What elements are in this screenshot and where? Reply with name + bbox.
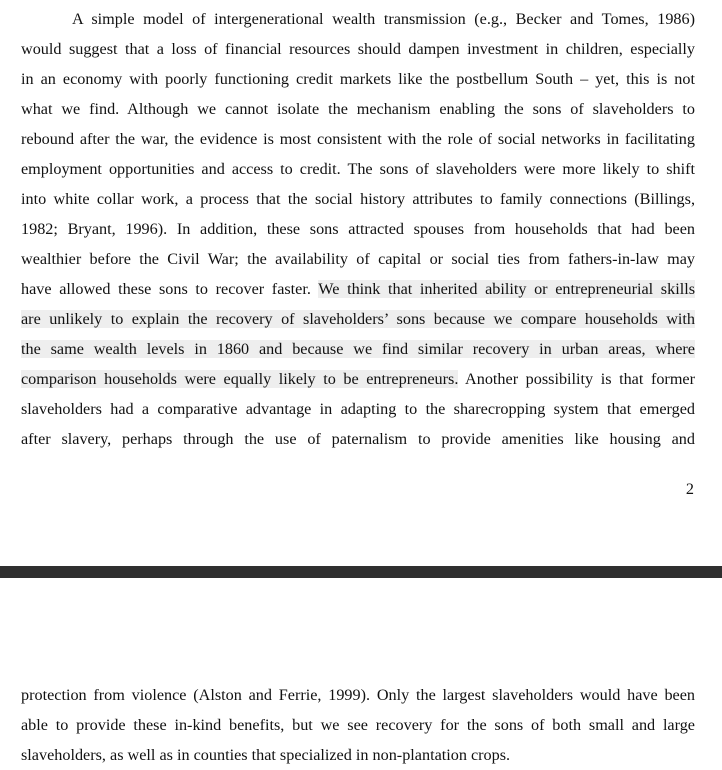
text-line	[21, 184, 695, 214]
text-line	[21, 214, 695, 244]
highlighted-text: are unlikely to explain the recovery of slaveholders’ sons because we compare households with	[21, 310, 695, 328]
document-page-2	[0, 578, 722, 768]
text-line	[21, 94, 695, 124]
text-line	[21, 680, 695, 710]
text-segment: into white collar work, a process that the social history attributes to family connections (Billings,	[21, 190, 695, 208]
text-segment: able to provide these in-kind benefits, but we see recovery for the sons of both small and large	[21, 716, 695, 734]
page-separator	[0, 566, 722, 578]
text-line	[21, 64, 695, 94]
page-number: 2	[685, 480, 694, 498]
text-segment: after slavery, perhaps through the use of paternalism to provide amenities like housing and	[21, 430, 695, 448]
text-segment: slaveholders, as well as in counties that specialized in non-plantation crops.	[21, 746, 511, 764]
text-segment: slaveholders had a comparative advantage in adapting to the sharecropping system that emerged	[21, 400, 695, 418]
text-segment: Another possibility is that former	[458, 370, 695, 388]
text-line	[21, 334, 695, 364]
text-line	[21, 424, 695, 454]
text-line	[21, 394, 695, 424]
text-segment: A simple model of intergenerational wealth transmission (e.g., Becker and Tomes, 1986)	[72, 10, 695, 28]
text-segment: have allowed these sons to recover faster.	[21, 280, 319, 298]
text-line	[21, 304, 695, 334]
text-segment: wealthier before the Civil War; the availability of capital or social ties from fathers-in-law may	[21, 250, 695, 268]
text-line	[21, 34, 695, 64]
text-segment: protection from violence (Alston and Ferrie, 1999). Only the largest slaveholders would have been	[21, 686, 695, 704]
text-segment: in an economy with poorly functioning credit markets like the postbellum South – yet, this is not	[21, 70, 695, 88]
text-line	[21, 124, 695, 154]
text-line	[21, 274, 695, 304]
text-segment: employment opportunities and access to credit. The sons of slaveholders were more likely to shift	[21, 160, 695, 178]
text-line	[21, 364, 695, 394]
text-line	[21, 740, 695, 770]
highlighted-text: comparison households were equally likely to be entrepreneurs.	[21, 370, 459, 388]
text-line	[21, 710, 695, 740]
text-segment: 1982; Bryant, 1996). In addition, these sons attracted spouses from households that had been	[21, 220, 695, 238]
text-line	[21, 244, 695, 274]
text-segment: rebound after the war, the evidence is most consistent with the role of social networks in facilitating	[21, 130, 695, 148]
text-segment: what we find. Although we cannot isolate the mechanism enabling the sons of slaveholders to	[21, 100, 695, 118]
highlighted-text: the same wealth levels in 1860 and because we find similar recovery in urban areas, where	[21, 340, 695, 358]
text-segment: would suggest that a loss of financial resources should dampen investment in children, especially	[21, 40, 695, 58]
text-line	[21, 154, 695, 184]
text-line	[72, 4, 695, 34]
highlighted-text: We think that inherited ability or entrepreneurial skills	[318, 280, 695, 298]
